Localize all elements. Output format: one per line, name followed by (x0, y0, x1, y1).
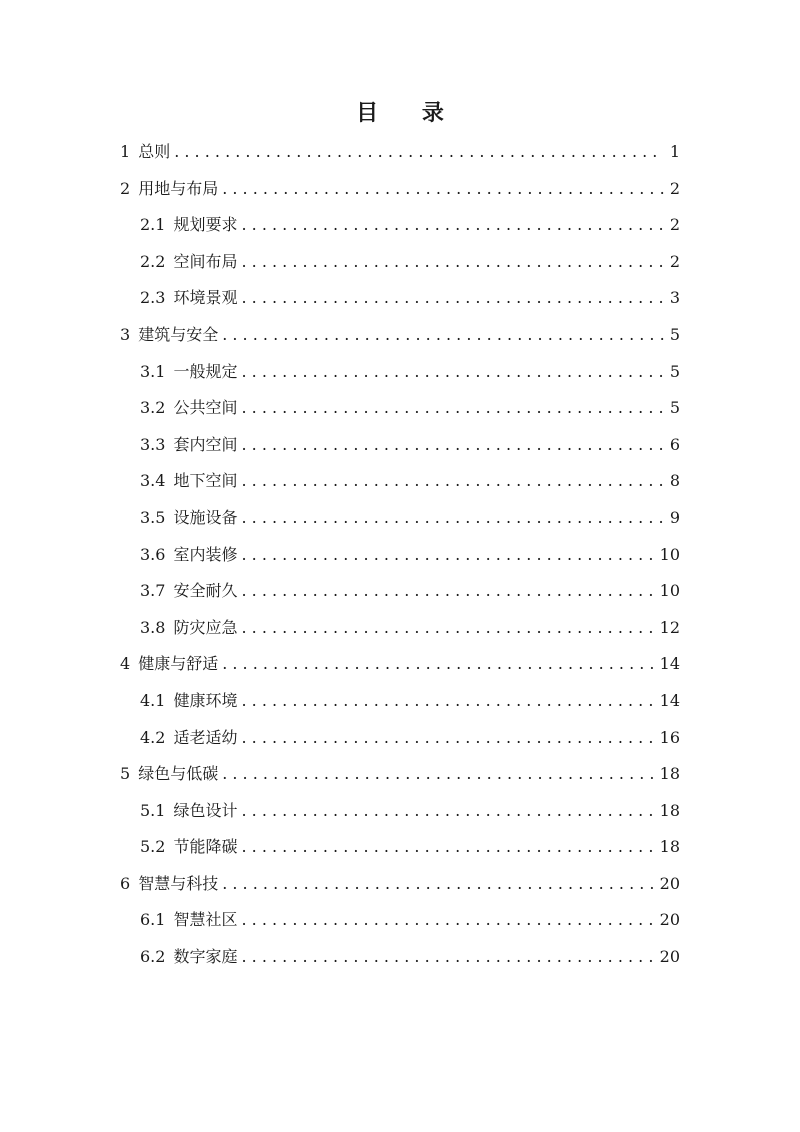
toc-entry-number: 3.8 (140, 617, 166, 637)
toc-entry-title: 空间布局 (173, 251, 238, 271)
toc-entry-number: 3.1 (140, 361, 166, 381)
table-of-contents (120, 134, 680, 976)
toc-entry-page-number: 16 (659, 727, 680, 747)
toc-entry-title: 总则 (138, 142, 171, 161)
toc-entry[interactable] (120, 500, 680, 537)
toc-entry-title: 绿色设计 (173, 800, 238, 820)
dot-leader (222, 171, 664, 208)
dot-leader (241, 683, 653, 720)
toc-entry-number: 6 (120, 873, 131, 893)
toc-entry-page-number: 10 (659, 581, 680, 601)
toc-entry-title: 智慧与科技 (138, 873, 219, 893)
toc-entry-page-number: 6 (669, 434, 680, 454)
toc-entry-title: 套内空间 (173, 434, 238, 454)
toc-entry-page-number: 18 (659, 764, 680, 784)
dot-leader (241, 207, 663, 244)
toc-entry-page-number: 12 (659, 617, 680, 637)
dot-leader (241, 244, 663, 281)
toc-entry-number: 3.6 (140, 544, 166, 564)
toc-entry-number: 4.1 (140, 690, 166, 710)
dot-leader (241, 463, 663, 500)
toc-entry-page-number: 10 (659, 544, 680, 564)
toc-entry[interactable] (120, 427, 680, 464)
toc-entry[interactable] (120, 646, 680, 683)
toc-entry-page-number: 5 (669, 361, 680, 381)
toc-entry-page-number: 14 (659, 690, 680, 710)
toc-entry-page-number: 1 (669, 142, 680, 161)
toc-entry[interactable] (120, 134, 680, 171)
toc-entry-title: 数字家庭 (173, 947, 238, 967)
toc-entry-number: 3 (120, 324, 131, 344)
dot-leader (241, 500, 663, 537)
toc-entry[interactable] (120, 939, 680, 976)
dot-leader (241, 939, 653, 976)
toc-entry-page-number: 20 (659, 910, 680, 930)
toc-entry-title: 节能降碳 (173, 837, 238, 857)
toc-entry-page-number: 18 (659, 837, 680, 857)
toc-entry-page-number: 20 (659, 873, 680, 893)
toc-entry-number: 2.1 (140, 215, 166, 235)
toc-entry[interactable] (120, 756, 680, 793)
toc-entry[interactable] (120, 720, 680, 757)
toc-entry-number: 2 (120, 178, 131, 198)
toc-entry-number: 2.3 (140, 288, 166, 308)
dot-leader (241, 793, 653, 830)
toc-entry-page-number: 3 (669, 288, 680, 308)
toc-entry-title: 一般规定 (173, 361, 238, 381)
toc-entry-title: 环境景观 (173, 288, 238, 308)
toc-entry-title: 室内装修 (173, 544, 238, 564)
dot-leader (241, 427, 663, 464)
toc-entry-page-number: 20 (659, 947, 680, 967)
dot-leader (222, 866, 653, 903)
toc-entry-title: 健康环境 (173, 690, 238, 710)
toc-entry-page-number: 8 (669, 471, 680, 491)
toc-entry-number: 4.2 (140, 727, 166, 747)
toc-entry-page-number: 18 (659, 800, 680, 820)
toc-entry[interactable] (120, 683, 680, 720)
toc-entry-page-number: 5 (669, 398, 680, 418)
toc-entry[interactable] (120, 537, 680, 574)
toc-entry-title: 规划要求 (173, 215, 238, 235)
dot-leader (241, 902, 653, 939)
dot-leader (241, 280, 663, 317)
toc-entry[interactable] (120, 463, 680, 500)
toc-entry[interactable] (120, 317, 680, 354)
dot-leader (222, 646, 653, 683)
toc-entry-page-number: 2 (669, 178, 680, 198)
page-title: 目 录 (356, 100, 462, 126)
toc-entry-number: 5.1 (140, 800, 166, 820)
dot-leader (241, 610, 653, 647)
toc-entry-number: 1 (120, 142, 131, 161)
toc-entry[interactable] (120, 390, 680, 427)
dot-leader (241, 354, 663, 391)
toc-entry[interactable] (120, 207, 680, 244)
toc-entry-title: 公共空间 (173, 398, 238, 418)
toc-entry-title: 用地与布局 (138, 178, 219, 198)
dot-leader (241, 829, 653, 866)
toc-entry-number: 5.2 (140, 837, 166, 857)
toc-entry-number: 3.3 (140, 434, 166, 454)
toc-entry-number: 3.7 (140, 581, 166, 601)
dot-leader (241, 537, 653, 574)
toc-entry[interactable] (120, 244, 680, 281)
toc-entry[interactable] (120, 354, 680, 391)
toc-entry-page-number: 2 (669, 215, 680, 235)
toc-entry-title: 智慧社区 (173, 910, 238, 930)
toc-entry[interactable] (120, 902, 680, 939)
toc-entry-number: 5 (120, 764, 131, 784)
toc-entry[interactable] (120, 829, 680, 866)
toc-entry-page-number: 2 (669, 251, 680, 271)
toc-entry[interactable] (120, 793, 680, 830)
toc-entry[interactable] (120, 280, 680, 317)
toc-entry-title: 安全耐久 (173, 581, 238, 601)
toc-entry-title: 绿色与低碳 (138, 764, 219, 784)
toc-entry[interactable] (120, 573, 680, 610)
toc-entry-title: 地下空间 (173, 471, 238, 491)
toc-entry[interactable] (120, 610, 680, 647)
dot-leader (241, 573, 653, 610)
toc-entry-number: 4 (120, 654, 131, 674)
toc-entry-page-number: 5 (669, 324, 680, 344)
toc-entry-title: 防灾应急 (173, 617, 238, 637)
toc-entry[interactable] (120, 866, 680, 903)
toc-entry-number: 6.2 (140, 947, 166, 967)
toc-entry-number: 3.4 (140, 471, 166, 491)
toc-entry[interactable] (120, 171, 680, 208)
dot-leader (222, 756, 653, 793)
dot-leader (241, 390, 663, 427)
toc-entry-page-number: 14 (659, 654, 680, 674)
dot-leader (222, 317, 664, 354)
toc-entry-number: 3.2 (140, 398, 166, 418)
toc-entry-number: 3.5 (140, 507, 166, 527)
dot-leader (174, 134, 664, 171)
toc-entry-page-number: 9 (669, 507, 680, 527)
toc-entry-title: 健康与舒适 (138, 654, 219, 674)
toc-entry-title: 适老适幼 (173, 727, 238, 747)
toc-entry-title: 建筑与安全 (138, 324, 219, 344)
dot-leader (241, 720, 653, 757)
toc-entry-number: 6.1 (140, 910, 166, 930)
toc-entry-title: 设施设备 (173, 507, 238, 527)
toc-entry-number: 2.2 (140, 251, 166, 271)
